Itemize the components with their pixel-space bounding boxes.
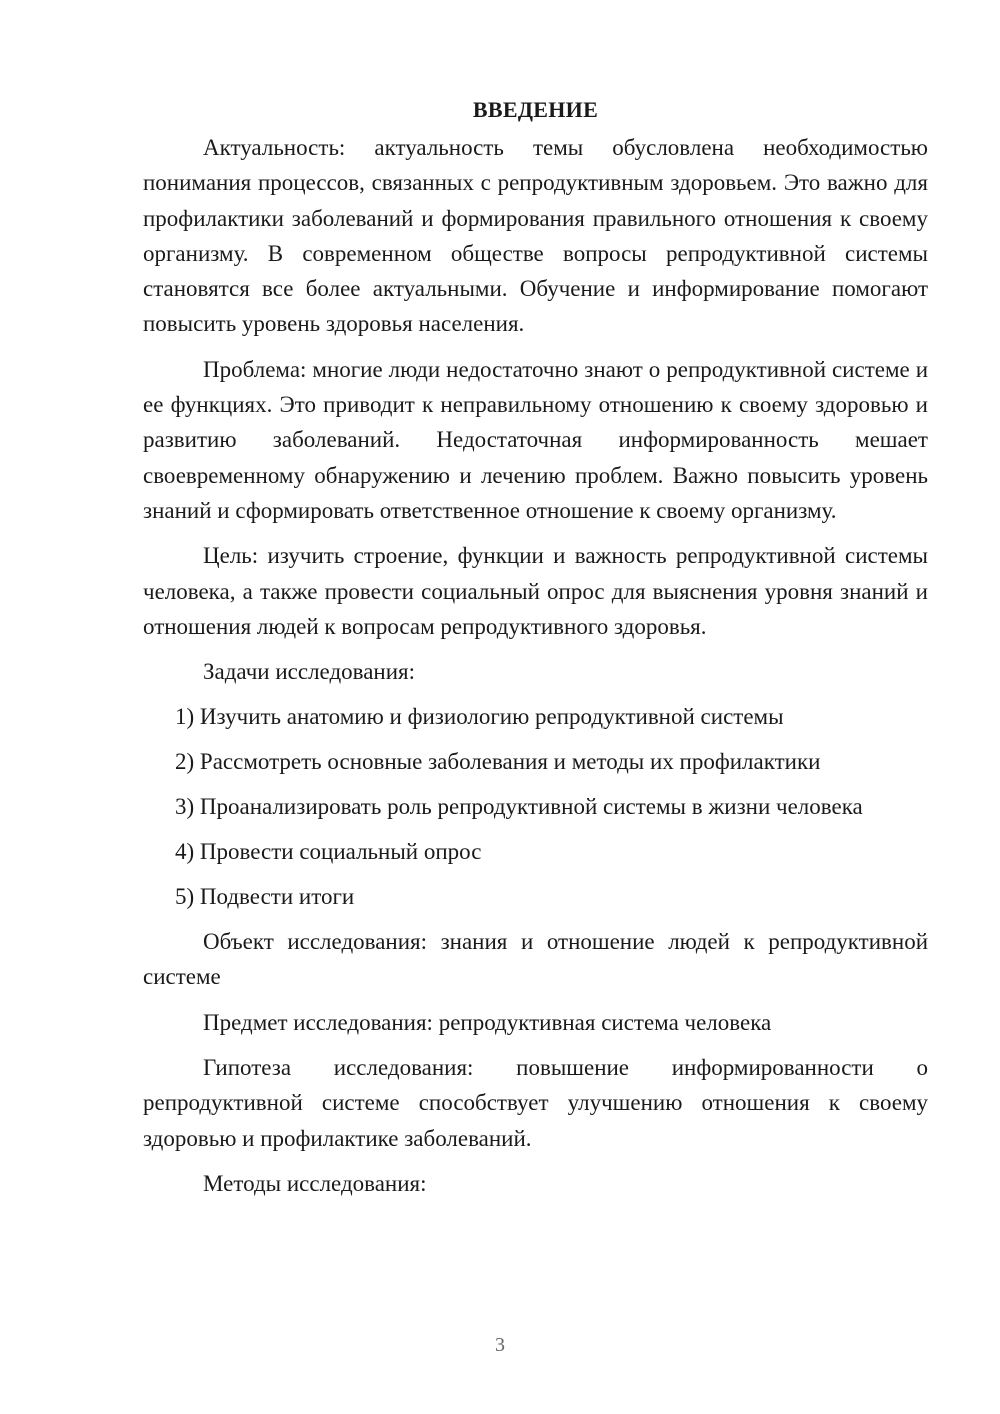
tasks-heading: Задачи исследования: [203, 659, 416, 685]
paragraph-object: Объект исследования: знания и отношение людей к репродуктивной системе [143, 929, 928, 990]
paragraph-relevance: Актуальность: актуальность темы обусловлена необходимостью понимания процессов, связанных с репродуктивным здоровьем. Это важно для профилактики заболеваний и формирования правильного отношения к своему организму. В современном обществе вопросы репродуктивной системы становятся все более актуальными. Обучение и информирование помогают повысить уровень здоровья населения. [143, 135, 928, 337]
task-item: 1) Изучить анатомию и физиологию репродуктивной системы [175, 704, 784, 730]
methods-heading: Методы исследования: [203, 1170, 427, 1196]
document-body [143, 94, 928, 1211]
paragraph-goal: Цель: изучить строение, функции и важность репродуктивной системы человека, а также провести социальный опрос для выяснения уровня знаний и отношения людей к вопросам репродуктивного здоровья. [143, 543, 928, 639]
task-item: 5) Подвести итоги [175, 884, 355, 910]
task-item: 2) Рассмотреть основные заболевания и методы их профилактики [175, 749, 821, 775]
paragraph-subject: Предмет исследования: репродуктивная система человека [203, 1009, 772, 1035]
paragraph-problem: Проблема: многие люди недостаточно знают о репродуктивной системе и ее функциях. Это приводит к неправильному отношению к своему здоровью и развитию заболеваний. Недостаточная информированность мешает своевременному обнаружению и лечению проблем. Важно повысить уровень знаний и сформировать ответственное отношение к своему организму. [143, 356, 928, 523]
paragraph-hypothesis: Гипотеза исследования: повышение информированности о репродуктивной системе способствует улучшению отношения к своему здоровью и профилактике заболеваний. [143, 1055, 928, 1151]
page-number: 3 [495, 1334, 505, 1356]
task-item: 3) Проанализировать роль репродуктивной системы в жизни человека [175, 794, 863, 820]
task-item: 4) Провести социальный опрос [175, 839, 482, 865]
section-title: ВВЕДЕНИЕ [472, 97, 599, 122]
